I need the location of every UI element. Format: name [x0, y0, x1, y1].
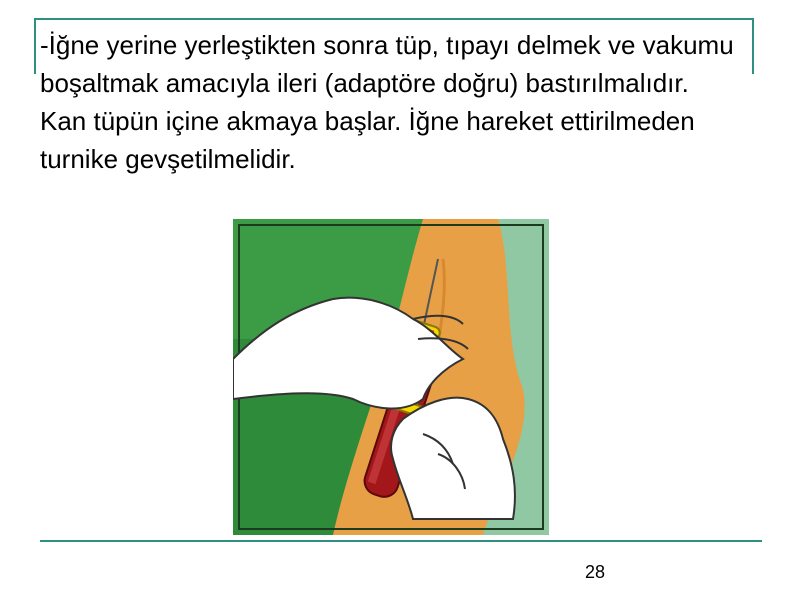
slide-body-text: -İğne yerine yerleştikten sonra tüp, tıpayı delmek ve vakumu boşaltmak amacıyla ileri (adaptöre doğru) bastırılmalıdır. Kan tüpün içine akmaya başlar. İğne hareket ettirilmeden turnike gevşetilmelidir. — [40, 30, 734, 174]
title-accent-right-line — [752, 18, 754, 74]
title-accent-left-line — [34, 18, 36, 74]
page-number: 28 — [584, 562, 606, 582]
title-accent-line — [34, 18, 754, 20]
footer-line — [40, 540, 762, 542]
blood-draw-illustration — [233, 219, 549, 535]
